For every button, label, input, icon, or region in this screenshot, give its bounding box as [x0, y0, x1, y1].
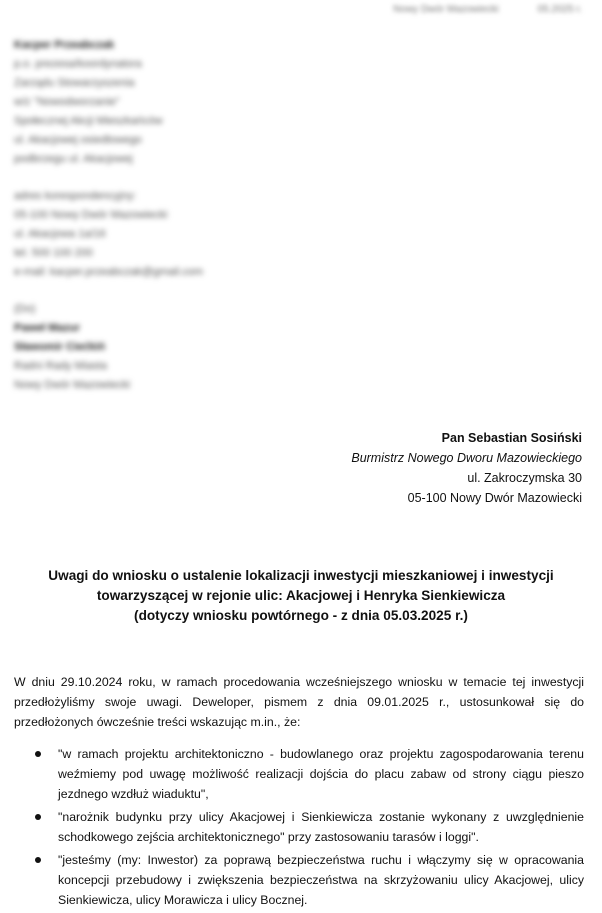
quote-text: "jesteśmy (my: Inwestor) za poprawą bezpieczeństwa ruchu i włączymy się w opracowania koncepcji przebudowy i zwiększenia bezpieczeństwa na skrzyżowaniu ulicy Akacjowej, ulicy Sienkiewicza, ulicy Morawicza i ulicy Bocznej. — [58, 853, 584, 907]
subject-line-2: towarzyszącej w rejonie ulic: Akacjowej i Henryka Sienkiewicza — [96, 588, 506, 603]
cc-line: Nowy Dwór Mazowiecki — [14, 379, 131, 391]
quote-item — [14, 850, 584, 910]
contact-line: e-mail: kacper.przeabczak@gmail.com — [14, 266, 204, 278]
sender-block-redacted — [14, 36, 214, 413]
subject-line-1: Uwagi do wniosku o ustalenie lokalizacji inwestycji mieszkaniowej i inwestycji — [48, 568, 554, 583]
sender-line: Społecznej Akcji Mieszkańców — [14, 115, 163, 127]
recipient-block — [351, 428, 582, 508]
contact-line: 05-100 Nowy Dwór Mazowiecki — [14, 209, 168, 221]
quote-text: "w ramach projektu architektoniczno - budowlanego oraz projektu zagospodarowania terenu weźmiemy pod uwagę możliwość realizacji dojścia do placu zabaw od strony ciągu pieszo jezdnego wzdłuż wiaduktu", — [58, 747, 584, 801]
cc-line: Radni Rady Miasta — [14, 360, 107, 372]
contact-line: ul. Akacjowa 1a/16 — [14, 228, 106, 240]
sender-name-block — [14, 36, 214, 169]
subject-line-3: (dotyczy wniosku powtórnego - z dnia 05.03.2025 r.) — [134, 608, 468, 623]
letter-subject — [20, 566, 582, 626]
sender-line: Zarządu Stowarzyszenia — [14, 77, 135, 89]
cc-line: (Do) — [14, 303, 36, 315]
bullet-icon — [35, 751, 41, 757]
cc-line: Paweł Mazur — [14, 322, 81, 334]
intro-paragraph: W dniu 29.10.2024 roku, w ramach procedowania wcześniejszego wniosku w temacie tej inwestycji przedłożyliśmy swoje uwagi. Deweloper, pismem z dnia 09.01.2025 r., ustosunkował się do przedłożonych ówcześnie treści wskazując m.in., że: — [14, 675, 584, 729]
contact-line: tel. 500 100 200 — [14, 247, 93, 259]
recipient-street: ul. Zakroczymska 30 — [467, 471, 582, 485]
recipient-city: 05-100 Nowy Dwór Mazowiecki — [407, 491, 582, 505]
quote-item — [14, 807, 584, 847]
header-date: 05.2025 r. — [537, 4, 582, 15]
sender-line: w/z "Nowodworzanie" — [14, 96, 120, 108]
sender-line: p.o. prezesa/koordynatora — [14, 58, 142, 70]
sender-line: ul. Akacjowej osiedlowego — [14, 134, 142, 146]
quote-list — [14, 744, 584, 910]
recipient-name: Pan Sebastian Sosiński — [441, 431, 582, 445]
contact-line: adres korespondencyjny: — [14, 190, 137, 202]
bullet-icon — [35, 814, 41, 820]
header-place: Nowy Dwór Mazowiecki — [393, 4, 499, 15]
sender-line: Kacper Przeabczak — [14, 39, 115, 51]
sender-line: podbrzegu ul. Akacjowej — [14, 153, 133, 165]
quote-text: "narożnik budynku przy ulicy Akacjowej i Sienkiewicza zostanie wykonany z uwzględnienie schodkowego zejścia architektonicznego" przy zastosowaniu tarasów i loggi". — [58, 810, 584, 844]
sender-contact-block — [14, 187, 214, 282]
recipient-role: Burmistrz Nowego Dworu Mazowieckiego — [351, 451, 582, 465]
bullet-icon — [35, 857, 41, 863]
cc-block — [14, 300, 214, 395]
letter-body — [14, 672, 584, 913]
quote-item — [14, 744, 584, 804]
cc-line: Sławomir Ciećkiń — [14, 341, 106, 353]
page-header — [357, 4, 582, 15]
